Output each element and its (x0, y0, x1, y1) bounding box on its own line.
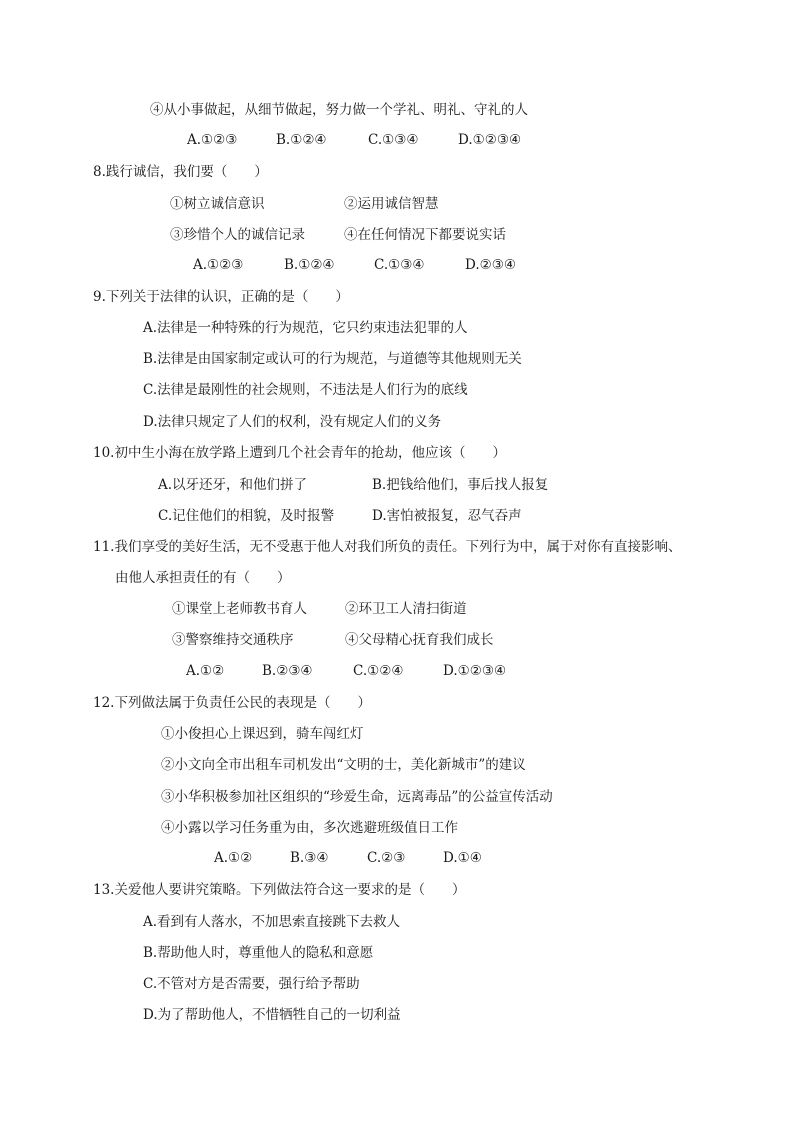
q7-choice-c: C.①③④ (368, 132, 419, 148)
q10-stem: 10.初中生小海在放学路上遭到几个社会青年的抢劫，他应该（ ） (93, 445, 506, 461)
q9-option-c: C.法律是最刚性的社会规则，不违法是人们行为的底线 (143, 382, 468, 398)
q11-stem-line1: 11.我们享受的美好生活，无不受惠于他人对我们所负的责任。下列行为中，属于对你有直接影响、 (93, 539, 682, 555)
q7-choice-d: D.①②③④ (458, 132, 522, 148)
q13-stem: 13.关爱他人要讲究策略。下列做法符合这一要求的是（ ） (93, 882, 466, 898)
q9-option-d: D.法律只规定了人们的权利，没有规定人们的义务 (143, 414, 442, 430)
q9-stem: 9.下列关于法律的认识，正确的是（ ） (93, 289, 349, 305)
q8-item-3: ③珍惜个人的诚信记录 (170, 227, 305, 243)
q7-choice-b: B.①②④ (276, 132, 327, 148)
q11-choice-d: D.①②③④ (443, 663, 507, 679)
q10-option-c: C.记住他们的相貌，及时报警 (158, 508, 335, 524)
q13-option-a: A.看到有人落水，不加思索直接跳下去救人 (143, 914, 401, 930)
q11-item-2: ②环卫工人清扫街道 (345, 601, 467, 617)
q12-choice-b: B.③④ (290, 850, 329, 866)
q13-option-d: D.为了帮助他人，不惜牺牲自己的一切利益 (143, 1007, 401, 1023)
q11-item-4: ④父母精心抚育我们成长 (345, 632, 494, 648)
q12-choice-a: A.①② (214, 850, 253, 866)
q11-choice-b: B.②③④ (262, 663, 313, 679)
q8-choice-c: C.①③④ (374, 257, 425, 273)
q9-option-b: B.法律是由国家制定或认可的行为规范，与道德等其他规则无关 (143, 351, 522, 367)
q11-choice-c: C.①②④ (353, 663, 404, 679)
q10-option-b: B.把钱给他们，事后找人报复 (372, 477, 549, 493)
q8-item-1: ①树立诚信意识 (170, 196, 265, 212)
q8-choice-d: D.②③④ (465, 257, 516, 273)
q12-item-4: ④小露以学习任务重为由，多次逃避班级值日工作 (161, 820, 458, 836)
q7-item-4: ④从小事做起，从细节做起，努力做一个学礼、明礼、守礼的人 (150, 102, 528, 118)
q11-item-1: ①课堂上老师教书育人 (172, 601, 307, 617)
q8-choice-b: B.①②④ (284, 257, 335, 273)
q8-stem: 8.践行诚信，我们要（ ） (93, 164, 268, 180)
q11-choice-a: A.①② (186, 663, 225, 679)
q7-choice-a: A.①②③ (187, 132, 238, 148)
q12-stem: 12.下列做法属于负责任公民的表现是（ ） (93, 695, 371, 711)
q13-option-b: B.帮助他人时，尊重他人的隐私和意愿 (143, 945, 374, 961)
q9-option-a: A.法律是一种特殊的行为规范，它只约束违法犯罪的人 (143, 320, 468, 336)
q12-item-2: ②小文向全市出租车司机发出“文明的士，美化新城市”的建议 (161, 757, 526, 773)
q13-option-c: C.不管对方是否需要，强行给予帮助 (143, 976, 360, 992)
q10-option-d: D.害怕被报复，忍气吞声 (372, 508, 522, 524)
q8-choice-a: A.①②③ (193, 257, 244, 273)
q12-choice-c: C.②③ (367, 850, 406, 866)
q11-stem-line2: 由他人承担责任的有（ ） (115, 570, 291, 586)
q8-item-2: ②运用诚信智慧 (344, 196, 439, 212)
q12-item-3: ③小华积极参加社区组织的“珍爱生命，远离毒品”的公益宣传活动 (161, 789, 553, 805)
q11-item-3: ③警察维持交通秩序 (172, 632, 294, 648)
q12-choice-d: D.①④ (443, 850, 482, 866)
q10-option-a: A.以牙还牙，和他们拼了 (158, 477, 308, 493)
q8-item-4: ④在任何情况下都要说实话 (344, 227, 506, 243)
q12-item-1: ①小俊担心上课迟到，骑车闯红灯 (161, 726, 364, 742)
